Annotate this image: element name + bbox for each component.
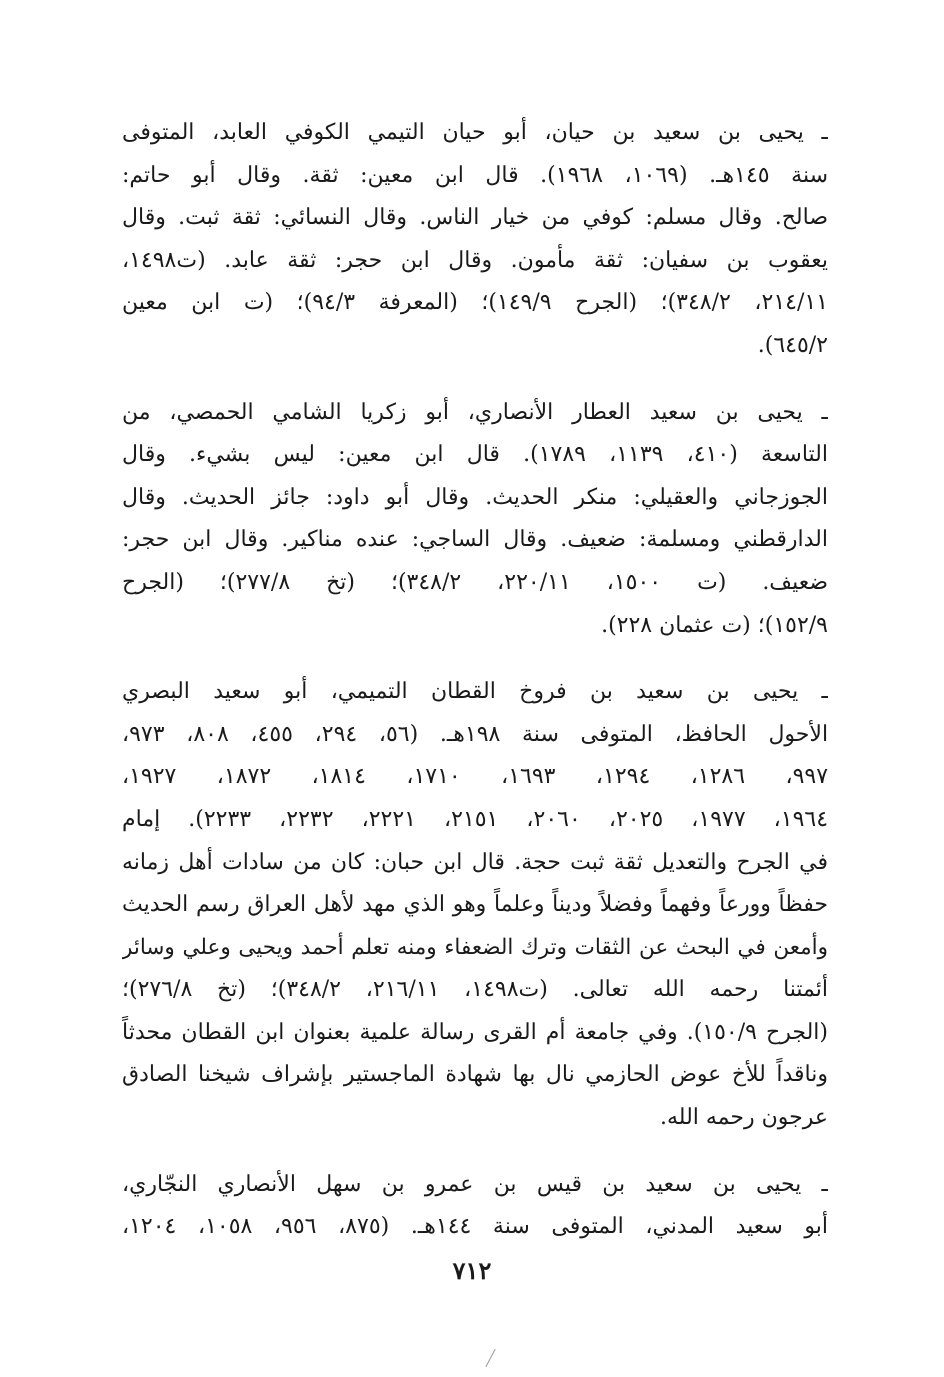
text-line: أئمتنا رحمه الله تعالى. (ت١٤٩٨، ٢١٦/١١، ٣٤٨/٢)؛ (تخ ٢٧٦/٨)؛ xyxy=(122,977,828,1003)
text-line: سنة ١٤٥هـ. (١٠٦٩، ١٩٦٨). قال ابن معين: ثقة. وقال أبو حاتم: xyxy=(122,162,828,188)
text-line: ٩٩٧، ١٢٨٦، ١٢٩٤، ١٦٩٣، ١٧١٠، ١٨١٤، ١٨٧٢، ١٩٢٧، xyxy=(122,764,828,790)
entry-yahya-ibn-said-al-attar xyxy=(122,392,828,648)
text-line: ١٩٦٤، ١٩٧٧، ٢٠٢٥، ٢٠٦٠، ٢١٥١، ٢٢٢١، ٢٢٣٢، ٢٢٣٣). إمام xyxy=(122,806,828,832)
text-line: ١٥٢/٩)؛ (ت عثمان ٢٢٨). xyxy=(601,612,828,638)
text-line: وأمعن في البحث عن الثقات وترك الضعفاء ومنه تعلم أحمد ويحيى وعلي وسائر xyxy=(122,934,828,960)
page-body xyxy=(122,112,828,1273)
entry-yahya-ibn-said-ibn-hayyan xyxy=(122,112,828,368)
text-line: ٦٤٥/٢). xyxy=(757,332,828,358)
text-line: أبو سعيد المدني، المتوفى سنة ١٤٤هـ. (٨٧٥، ٩٥٦، ١٠٥٨، ١٢٠٤، xyxy=(122,1214,828,1240)
text-line: ـ يحيى بن سعيد العطار الأنصاري، أبو زكريا الشامي الحمصي، من xyxy=(122,399,828,425)
page-number: ٧١٢ xyxy=(452,1256,492,1285)
text-line: وناقداً للأخ عوض الحازمي نال بها شهادة الماجستير بإشراف شيخنا الصادق xyxy=(122,1062,828,1088)
text-line: عرجون رحمه الله. xyxy=(660,1105,828,1131)
text-line: صالح. وقال مسلم: كوفي من خيار الناس. وقال النسائي: ثقة ثبت. وقال xyxy=(122,205,828,231)
text-line: ـ يحيى بن سعيد بن فروخ القطان التميمي، أبو سعيد البصري xyxy=(122,679,828,705)
text-line: ٢١٤/١١، ٣٤٨/٢)؛ (الجرح ١٤٩/٩)؛ (المعرفة ٩٤/٣)؛ (ت ابن معين xyxy=(122,290,828,316)
text-line: التاسعة (٤١٠، ١١٣٩، ١٧٨٩). قال ابن معين: ليس بشيء. وقال xyxy=(122,442,828,468)
text-line: ضعيف. (ت ١٥٠٠، ٢٢٠/١١، ٣٤٨/٢)؛ (تخ ٢٧٧/٨)؛ (الجرح xyxy=(122,569,828,595)
text-line: حفظاً وورعاً وفهماً وفضلاً وديناً وعلماً وهو الذي مهد لأهل العراق رسم الحديث xyxy=(122,892,828,918)
text-line: ـ يحيى بن سعيد بن قيس بن عمرو بن سهل الأنصاري النجّاري، xyxy=(122,1171,828,1197)
entry-yahya-ibn-said-ibn-qays xyxy=(122,1164,828,1249)
text-line: (الجرح ١٥٠/٩). وفي جامعة أم القرى رسالة علمية بعنوان ابن القطان محدثاً xyxy=(122,1019,828,1045)
text-line: في الجرح والتعديل ثقة ثبت حجة. قال ابن حبان: كان من سادات أهل زمانه xyxy=(122,849,828,875)
scan-mark xyxy=(485,1349,495,1367)
text-line: الأحول الحافظ، المتوفى سنة ١٩٨هـ. (٥٦، ٢٩٤، ٤٥٥، ٨٠٨، ٩٧٣، xyxy=(122,721,828,747)
text-line: يعقوب بن سفيان: ثقة مأمون. وقال ابن حجر: ثقة عابد. (ت١٤٩٨، xyxy=(122,247,828,273)
text-line: الدارقطني ومسلمة: ضعيف. وقال الساجي: عنده مناكير. وقال ابن حجر: xyxy=(122,527,828,553)
text-line: الجوزجاني والعقيلي: منكر الحديث. وقال أبو داود: جائز الحديث. وقال xyxy=(122,484,828,510)
text-line: ـ يحيى بن سعيد بن حيان، أبو حيان التيمي الكوفي العابد، المتوفى xyxy=(122,120,828,145)
entry-yahya-ibn-said-al-qattan xyxy=(122,671,828,1140)
